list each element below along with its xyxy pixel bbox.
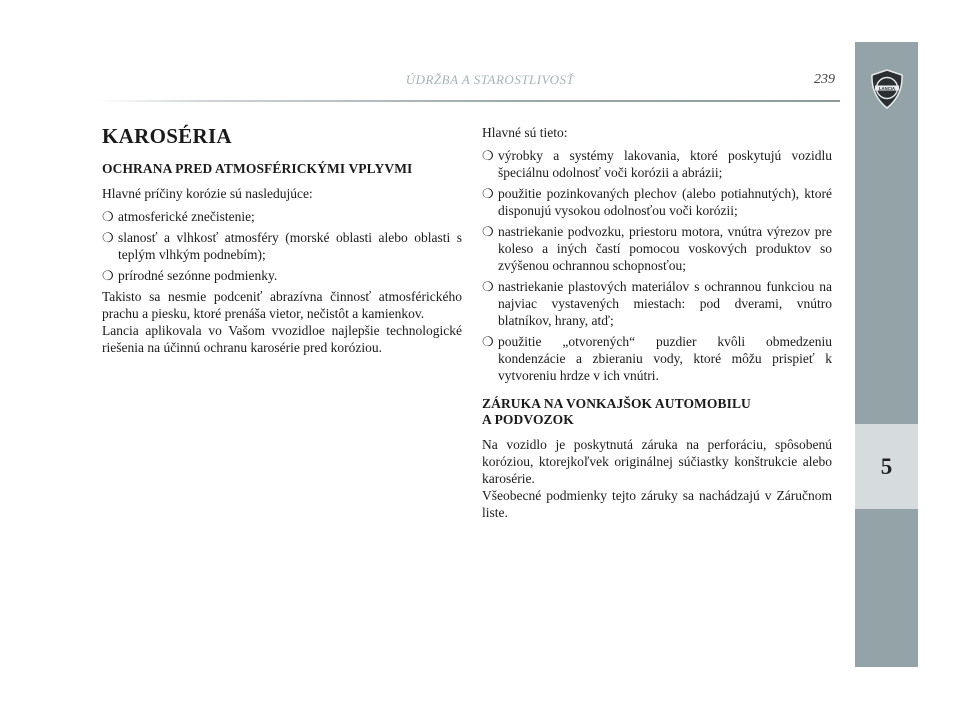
section-heading-line: ZÁRUKA NA VONKAJŠOK AUTOMOBILU [482,396,751,411]
running-header-title: ÚDRŽBA A STAROSTLIVOSŤ [405,72,575,87]
section-heading-line: A PODVOZOK [482,412,574,427]
list-item-text: použitie pozinkovaných plechov (alebo potiahnutých), ktoré disponujú vysokou odolnosťou voči korózii; [498,186,832,218]
bullet-circle-icon: ❍ [482,279,494,294]
causes-list [102,208,462,284]
bullet-circle-icon: ❍ [482,148,494,163]
list-item-text: prírodné sezónne podmienky. [118,268,278,283]
bullet-circle-icon: ❍ [102,209,114,224]
list-item-text: nastriekanie plastových materiálov s ochrannou funkciou na najviac vystavených miestach: pod dverami, vnútro blatníkov, hrany, atď; [498,279,832,328]
logo-text: LANCIA [878,85,896,91]
paragraph-abrasion: Takisto sa nesmie podceniť abrazívna činnosť atmosférického prachu a piesku, ktoré prenáša vietor, nečistôt a kamienkov. [102,289,462,321]
list-item-text: nastriekanie podvozku, priestoru motora, vnútra výrezov pre koleso a iných častí pomocou voskových produktov so zvýšenou ochrannou schopnosťou; [498,224,832,273]
page-number: 239 [814,72,835,87]
left-column [102,124,462,356]
list-item [102,267,462,284]
chapter-side-tab [855,42,918,667]
section-heading-protection: OCHRANA PRED ATMOSFÉRICKÝMI VPLYVMI [102,161,413,176]
list-item [482,185,832,219]
lancia-logo-icon [869,69,905,109]
list-item [102,229,462,263]
page-title: KAROSÉRIA [102,124,232,148]
intro-text: Hlavné príčiny korózie sú nasledujúce: [102,186,313,201]
bullet-circle-icon: ❍ [482,224,494,239]
paragraph-warranty-conditions: Všeobecné podmienky tejto záruky sa nachádzajú v Záručnom liste. [482,488,832,520]
list-item [482,278,832,329]
list-item [482,147,832,181]
list-item-text: slanosť a vlhkosť atmosféry (morské oblasti alebo oblasti s teplým vlhkým podnebím); [118,230,462,262]
list-item-text: výrobky a systémy lakovania, ktoré poskytujú vozidlu špeciálnu odolnosť voči korózii a abrázii; [498,148,832,180]
list-item [102,208,462,225]
list-item [482,223,832,274]
bullet-circle-icon: ❍ [482,334,494,349]
list-item [482,333,832,384]
measures-list [482,147,832,384]
paragraph-warranty: Na vozidlo je poskytnutá záruka na perforáciu, spôsobenú koróziou, ktorejkoľvek originálnej súčiastky konštrukcie alebo karosérie. [482,437,832,486]
chapter-marker [855,424,918,509]
list-item-text: atmosferické znečistenie; [118,209,255,224]
list-item-text: použitie „otvorených“ puzdier kvôli obmedzeniu kondenzácie a zbieraniu vody, ktoré môžu prispieť k vytvoreniu hrdze v ich vnútri. [498,334,832,383]
bullet-circle-icon: ❍ [482,186,494,201]
bullet-circle-icon: ❍ [102,268,114,283]
bullet-circle-icon: ❍ [102,230,114,245]
paragraph-lancia-solutions: Lancia aplikovala vo Vašom vvozidloe najlepšie technologické riešenia na účinnú ochranu karosérie pred koróziou. [102,323,462,355]
right-column [482,124,832,521]
section-heading-warranty [482,396,832,428]
chapter-number: 5 [880,453,893,479]
header-rule [95,100,840,102]
intro-text: Hlavné sú tieto: [482,125,568,140]
